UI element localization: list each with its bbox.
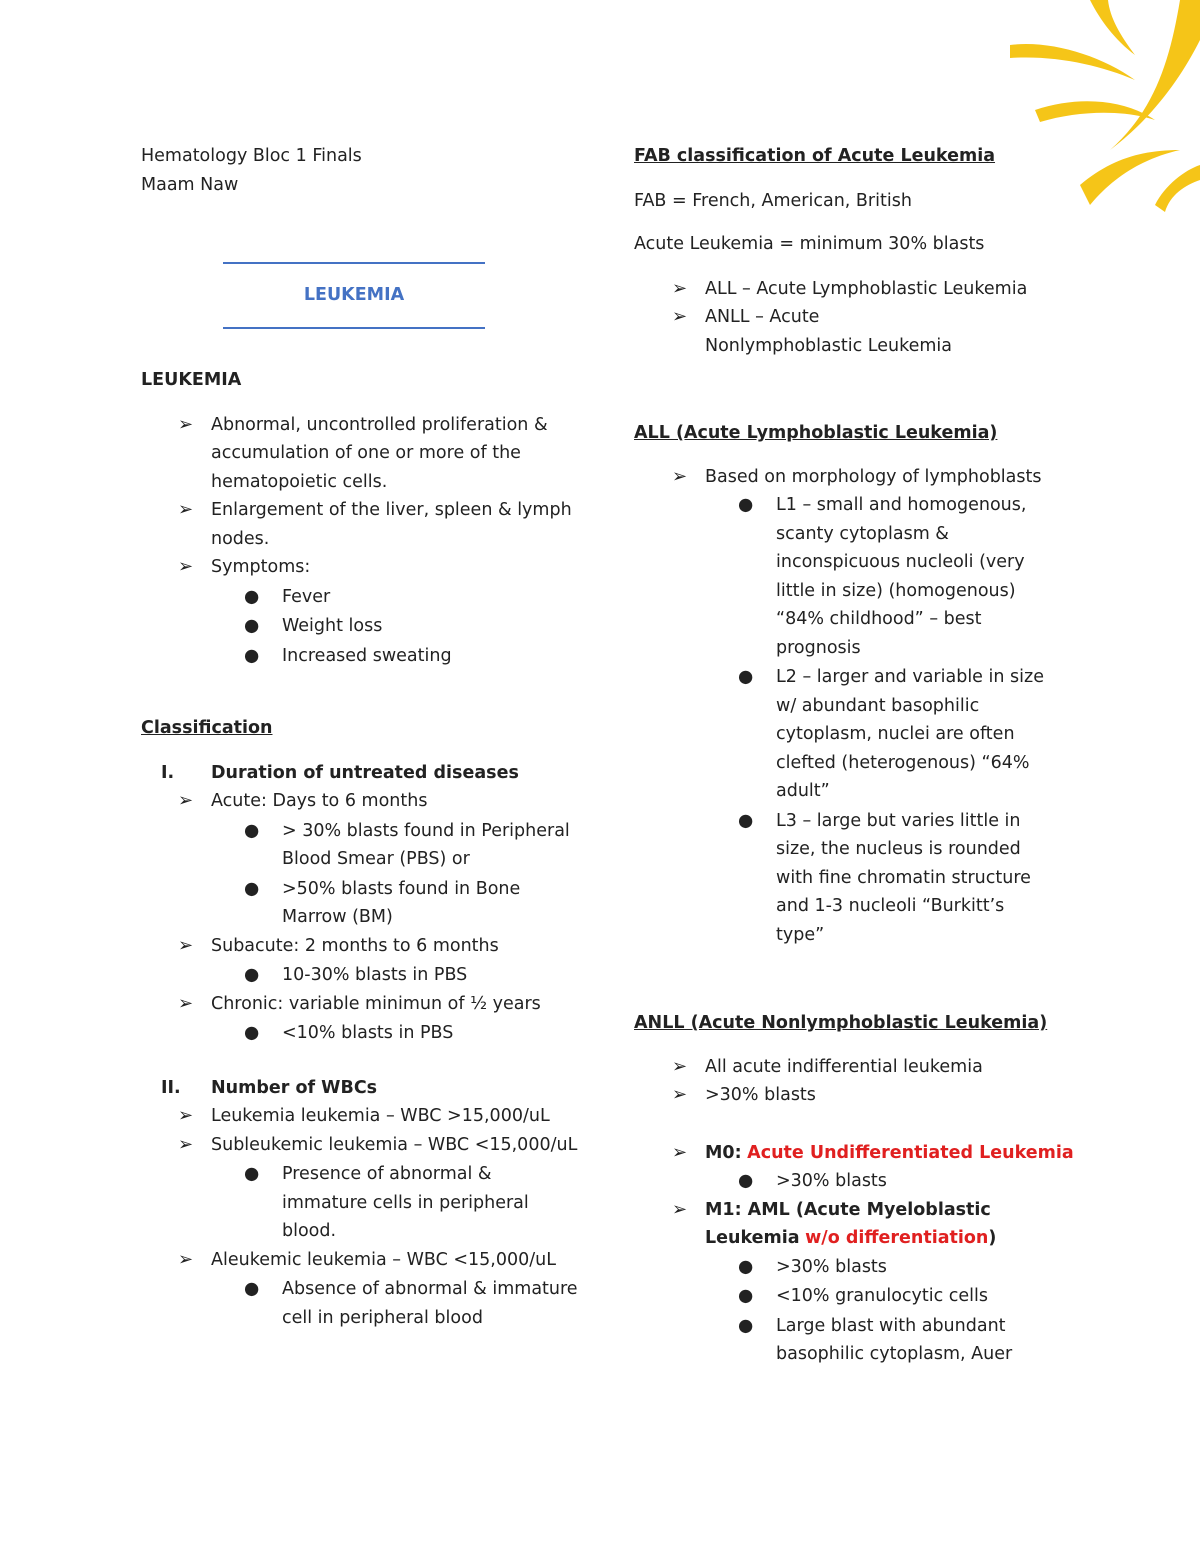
roman-title: Number of WBCs bbox=[211, 1077, 378, 1098]
all-section bbox=[634, 419, 1104, 949]
leukemia-section bbox=[141, 366, 581, 670]
arrow-bullet-icon: ➢ bbox=[672, 277, 688, 299]
list-item-text: <10% granulocytic cells bbox=[776, 1286, 989, 1306]
list-item bbox=[634, 463, 1104, 492]
doc-author: Maam Naw bbox=[141, 174, 239, 195]
arrow-bullet-icon: ➢ bbox=[178, 1248, 194, 1270]
list-item-text: Based on morphology of lymphoblasts bbox=[705, 466, 1042, 487]
list-item bbox=[141, 787, 581, 816]
section-heading: ANLL (Acute Nonlymphoblastic Leukemia) bbox=[634, 1013, 1048, 1033]
arrow-bullet-icon: ➢ bbox=[178, 413, 194, 435]
arrow-bullet-icon: ➢ bbox=[178, 1133, 194, 1155]
arrow-bullet-icon: ➢ bbox=[672, 1198, 688, 1220]
list-item-text: Large blast with abundant basophilic cytoplasm, Auer bbox=[776, 1315, 1013, 1364]
list-item-text: L3 – large but varies little in size, the nucleus is rounded with fine chromatin structure and 1-3 nucleoli “Burkitt’s type” bbox=[776, 810, 1031, 945]
list-item-text: Subacute: 2 months to 6 months bbox=[211, 935, 499, 956]
list-item bbox=[634, 1196, 1005, 1253]
list-item-text: 10-30% blasts in PBS bbox=[282, 965, 468, 985]
list-item bbox=[141, 961, 581, 990]
dot-bullet-icon: ● bbox=[244, 965, 260, 985]
banner-title: LEUKEMIA bbox=[303, 285, 405, 305]
banner-rule-bottom bbox=[223, 327, 485, 329]
roman-heading bbox=[141, 1074, 581, 1103]
roman-numeral: I. bbox=[161, 762, 175, 783]
classification-section bbox=[141, 714, 581, 1332]
roman-heading bbox=[141, 759, 581, 788]
dot-bullet-icon: ● bbox=[738, 1315, 754, 1336]
dot-bullet-icon: ● bbox=[244, 1164, 260, 1184]
list-item-text: Acute: Days to 6 months bbox=[211, 791, 428, 811]
list-item bbox=[141, 642, 581, 671]
dot-bullet-icon: ● bbox=[738, 495, 754, 515]
dot-bullet-icon: ● bbox=[244, 1023, 260, 1043]
list-item-text: Leukemia leukemia – WBC >15,000/uL bbox=[211, 1106, 550, 1126]
list-item-text: ANLL – Acute Nonlymphoblastic Leukemia bbox=[705, 307, 952, 356]
dot-bullet-icon: ● bbox=[244, 586, 260, 607]
list-item-text: Aleukemic leukemia – WBC <15,000/uL bbox=[211, 1249, 556, 1270]
arrow-bullet-icon: ➢ bbox=[672, 1141, 688, 1163]
list-item-text: >30% blasts bbox=[776, 1171, 887, 1191]
dot-bullet-icon: ● bbox=[738, 1286, 754, 1306]
right-column bbox=[634, 142, 1104, 1364]
arrow-bullet-icon: ➢ bbox=[178, 934, 194, 956]
dot-bullet-icon: ● bbox=[738, 1256, 754, 1277]
list-item-text: Abnormal, uncontrolled proliferation & accumulation of one or more of the hematopoietic cells. bbox=[211, 414, 548, 492]
section-heading: FAB classification of Acute Leukemia bbox=[634, 146, 996, 166]
list-item-text: Increased sweating bbox=[282, 645, 452, 666]
list-item-text: Subleukemic leukemia – WBC <15,000/uL bbox=[211, 1134, 578, 1155]
list-item bbox=[141, 875, 581, 932]
arrow-bullet-icon: ➢ bbox=[178, 790, 194, 811]
arrow-bullet-icon: ➢ bbox=[672, 306, 688, 327]
left-column bbox=[141, 142, 581, 1328]
m0-name: Acute Undifferentiated Leukemia bbox=[747, 1142, 1074, 1163]
fab-minimum: Acute Leukemia = minimum 30% blasts bbox=[634, 234, 985, 254]
dot-bullet-icon: ● bbox=[738, 1171, 754, 1191]
list-item-text: >30% blasts bbox=[776, 1256, 887, 1277]
list-item-text: L2 – larger and variable in size w/ abundant basophilic cytoplasm, nuclei are often clefted (heterogenous) “64% adult” bbox=[776, 667, 1044, 801]
list-item bbox=[141, 990, 581, 1019]
list-item-text: <10% blasts in PBS bbox=[282, 1023, 454, 1043]
roman-numeral: II. bbox=[161, 1077, 181, 1098]
arrow-bullet-icon: ➢ bbox=[178, 992, 194, 1014]
section-heading: ALL (Acute Lymphoblastic Leukemia) bbox=[634, 423, 998, 443]
list-item-text: Presence of abnormal & immature cells in peripheral blood. bbox=[282, 1164, 529, 1241]
list-item-text: Absence of abnormal & immature cell in peripheral blood bbox=[282, 1279, 578, 1328]
list-item bbox=[634, 807, 1044, 950]
list-item bbox=[634, 1081, 1104, 1110]
list-item-text: Enlargement of the liver, spleen & lymph nodes. bbox=[211, 500, 572, 549]
list-item-text: > 30% blasts found in Peripheral Blood Smear (PBS) or bbox=[282, 820, 570, 869]
arrow-bullet-icon: ➢ bbox=[178, 1105, 194, 1126]
list-item bbox=[634, 1282, 1104, 1311]
list-item bbox=[141, 1160, 581, 1246]
dot-bullet-icon: ● bbox=[738, 667, 754, 687]
list-item bbox=[141, 932, 581, 961]
list-item bbox=[141, 411, 581, 497]
list-item bbox=[634, 1053, 1104, 1082]
m1-close: ) bbox=[988, 1228, 997, 1248]
fab-definition: FAB = French, American, British bbox=[634, 190, 912, 211]
list-item-text: L1 – small and homogenous, scanty cytoplasm & inconspicuous nucleoli (very little in size) (homogenous) “84% childhood” – best prognosis bbox=[776, 495, 1027, 658]
title-banner bbox=[223, 262, 485, 329]
list-item-text: All acute indifferential leukemia bbox=[705, 1056, 983, 1077]
list-item bbox=[141, 817, 581, 874]
arrow-bullet-icon: ➢ bbox=[178, 499, 194, 520]
list-item bbox=[634, 1312, 1044, 1369]
banner-rule-top bbox=[223, 262, 485, 264]
list-item bbox=[141, 583, 581, 612]
list-item bbox=[634, 663, 1044, 806]
anll-section bbox=[634, 1009, 1104, 1369]
list-item bbox=[634, 303, 955, 360]
list-item-text: >30% blasts bbox=[705, 1085, 816, 1105]
section-heading: LEUKEMIA bbox=[141, 370, 242, 390]
list-item bbox=[141, 1131, 581, 1160]
list-item-text: Fever bbox=[282, 586, 331, 607]
list-item-text: Symptoms: bbox=[211, 557, 311, 577]
arrow-bullet-icon: ➢ bbox=[672, 1055, 688, 1077]
list-item bbox=[141, 1019, 581, 1048]
dot-bullet-icon: ● bbox=[244, 616, 260, 636]
list-item bbox=[634, 491, 1044, 662]
list-item bbox=[141, 553, 581, 582]
dot-bullet-icon: ● bbox=[244, 878, 260, 899]
m1-highlight: w/o differentiation bbox=[805, 1228, 989, 1248]
m1-label: M1: AML (Acute Myeloblastic Leukemia bbox=[705, 1199, 991, 1248]
dot-bullet-icon: ● bbox=[244, 645, 260, 666]
list-item bbox=[141, 1275, 581, 1332]
arrow-bullet-icon: ➢ bbox=[672, 465, 688, 487]
m0-label: M0: bbox=[705, 1142, 742, 1163]
list-item bbox=[141, 496, 581, 553]
list-item-text: Weight loss bbox=[282, 616, 383, 636]
section-heading: Classification bbox=[141, 718, 273, 738]
dot-bullet-icon: ● bbox=[738, 810, 754, 831]
list-item bbox=[141, 1102, 581, 1131]
list-item bbox=[634, 1167, 1104, 1196]
list-item-text: Chronic: variable minimun of ½ years bbox=[211, 993, 541, 1014]
list-item bbox=[141, 612, 581, 641]
list-item-text: ALL – Acute Lymphoblastic Leukemia bbox=[705, 278, 1028, 299]
dot-bullet-icon: ● bbox=[244, 1279, 260, 1299]
doc-title: Hematology Bloc 1 Finals bbox=[141, 146, 362, 166]
list-item bbox=[141, 1246, 581, 1275]
dot-bullet-icon: ● bbox=[244, 820, 260, 841]
arrow-bullet-icon: ➢ bbox=[178, 556, 194, 577]
list-item bbox=[634, 275, 1104, 304]
list-item bbox=[634, 1139, 1104, 1168]
list-item bbox=[634, 1253, 1104, 1282]
arrow-bullet-icon: ➢ bbox=[672, 1084, 688, 1105]
roman-title: Duration of untreated diseases bbox=[211, 762, 519, 783]
list-item-text: >50% blasts found in Bone Marrow (BM) bbox=[282, 878, 521, 927]
